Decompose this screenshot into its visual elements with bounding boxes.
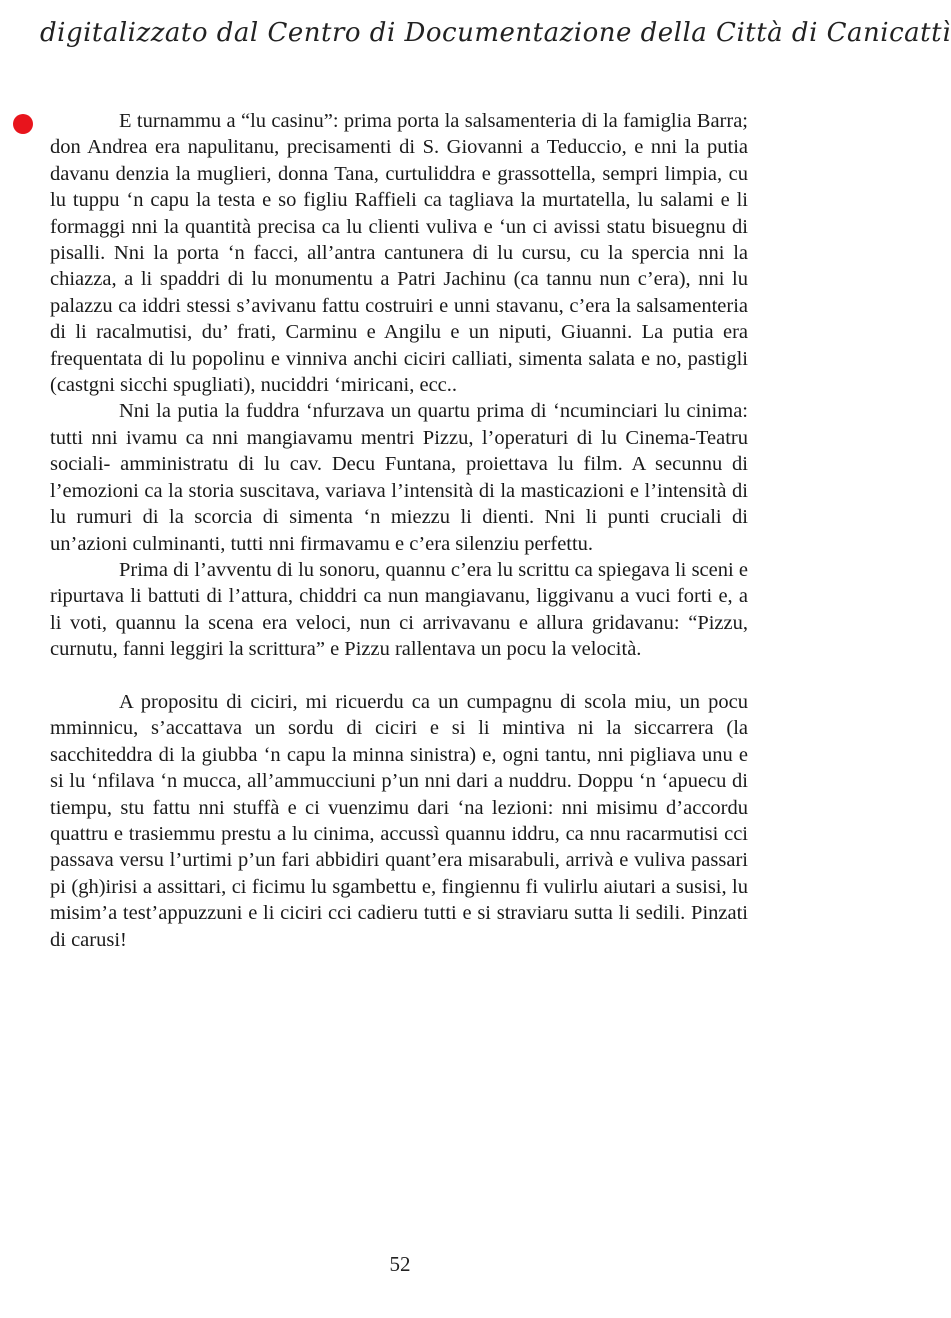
digitization-watermark: digitalizzato dal Centro di Documentazione della Città di Canicattì <box>40 18 951 48</box>
paragraph-3: Prima di l’avventu di lu sonoru, quannu c’era lu scrittu ca spiegava li sceni e ripurtava li battuti di l’attura, chiddri ca nun mangiavanu, liggivanu a vuci forti e, a li voti, quannu la scena era veloci, nun ci arrivavanu e allura gridavanu: “Pizzu, curnutu, fanni leggiri la scrittura” e Pizzu rallentava un pocu la velocità. <box>50 558 748 661</box>
page-number: 52 <box>389 1252 411 1276</box>
page-body <box>50 108 748 953</box>
paragraph-1: E turnammu a “lu casinu”: prima porta la salsamenteria di la famiglia Barra; don Andrea era napulitanu, precisamenti di S. Giovanni a Teduccio, e nni la putia davanu denzia la muglieri, donna Tana, curtuliddra e grassottella, sempri limpia, cu lu tuppu ‘n capu la testa e so figliu Raffieli ca tagliava la murtatella, lu salami e li formaggi nni la quantità precisa ca lu clienti vuliva e ‘un ci avissi statu bisuegnu di pisalli. Nni la porta ‘n facci, all’antra cantunera di lu cursu, cu la spercia nni la chiazza, a li spaddri di lu monumentu a Patri Jachinu (ca tannu nun c’era), nni lu palazzu ca iddri stessi s’avivanu fattu costruiri e unni stavanu, c’era la salsamenteria di li racalmutisi, du’ frati, Carminu e Angilu e un niputi, Giuanni. La putia era frequentata di lu popolinu e vinniva anchi ciciri calliati, simenta salata e no, pastigli (castgni sicchi spugliati), nuciddri ‘miricani, ecc.. <box>50 110 748 397</box>
paragraph-4: A propositu di ciciri, mi ricuerdu ca un cumpagnu di scola miu, un pocu mminnicu, s’accattava un sordu di ciciri e si li mintiva ni la siccarrera (la sacchiteddra di la giubba ‘n capu la minna sinistra) e, ogni tantu, nni pigliava unu e si lu ‘nfilava ‘n mucca, all’ammucciuni p’un nni dari a nuddru. Doppu ‘n ‘apuecu di tiempu, stu fattu nni stuffà e ci vuenzimu dari ‘na lezioni: nni misimu d’accordu quattru e trasiemmu prestu a lu cinima, accussì quannu iddru, ca nnu racarmutisi cci passava versu l’urtimi p’un fari abbidiri quant’era misarabuli, arrivà e vuliva passari pi (gh)irisi a assittari, ci ficimu lu sgambettu e, fingiennu fi vulirlu aiutari a susisi, lu misim’a test’appuzzuni e li ciciri cci cadieru tutti e si straviaru sutta li sedili. Pinzati di carusi! <box>50 690 748 951</box>
red-marker-dot <box>13 114 33 134</box>
paragraph-2: Nni la putia la fuddra ‘nfurzava un quartu prima di ‘ncuminciari lu cinima: tutti nni ivamu ca nni mangiavamu mentri Pizzu, l’operaturi di lu Cinema-Teatru sociali- amministratu di lu cav. Decu Funtana, proiettava lu film. A secunnu di l’emozioni ca la storia suscitava, variava l’intensità di la masticazioni e l’intensità di lu rumuri di la scorcia di simenta ‘n miezzu li dienti. Nni li punti cruciali di un’azioni culminanti, tutti nni firmavamu e c’era silenziu perfettu. <box>50 400 748 555</box>
